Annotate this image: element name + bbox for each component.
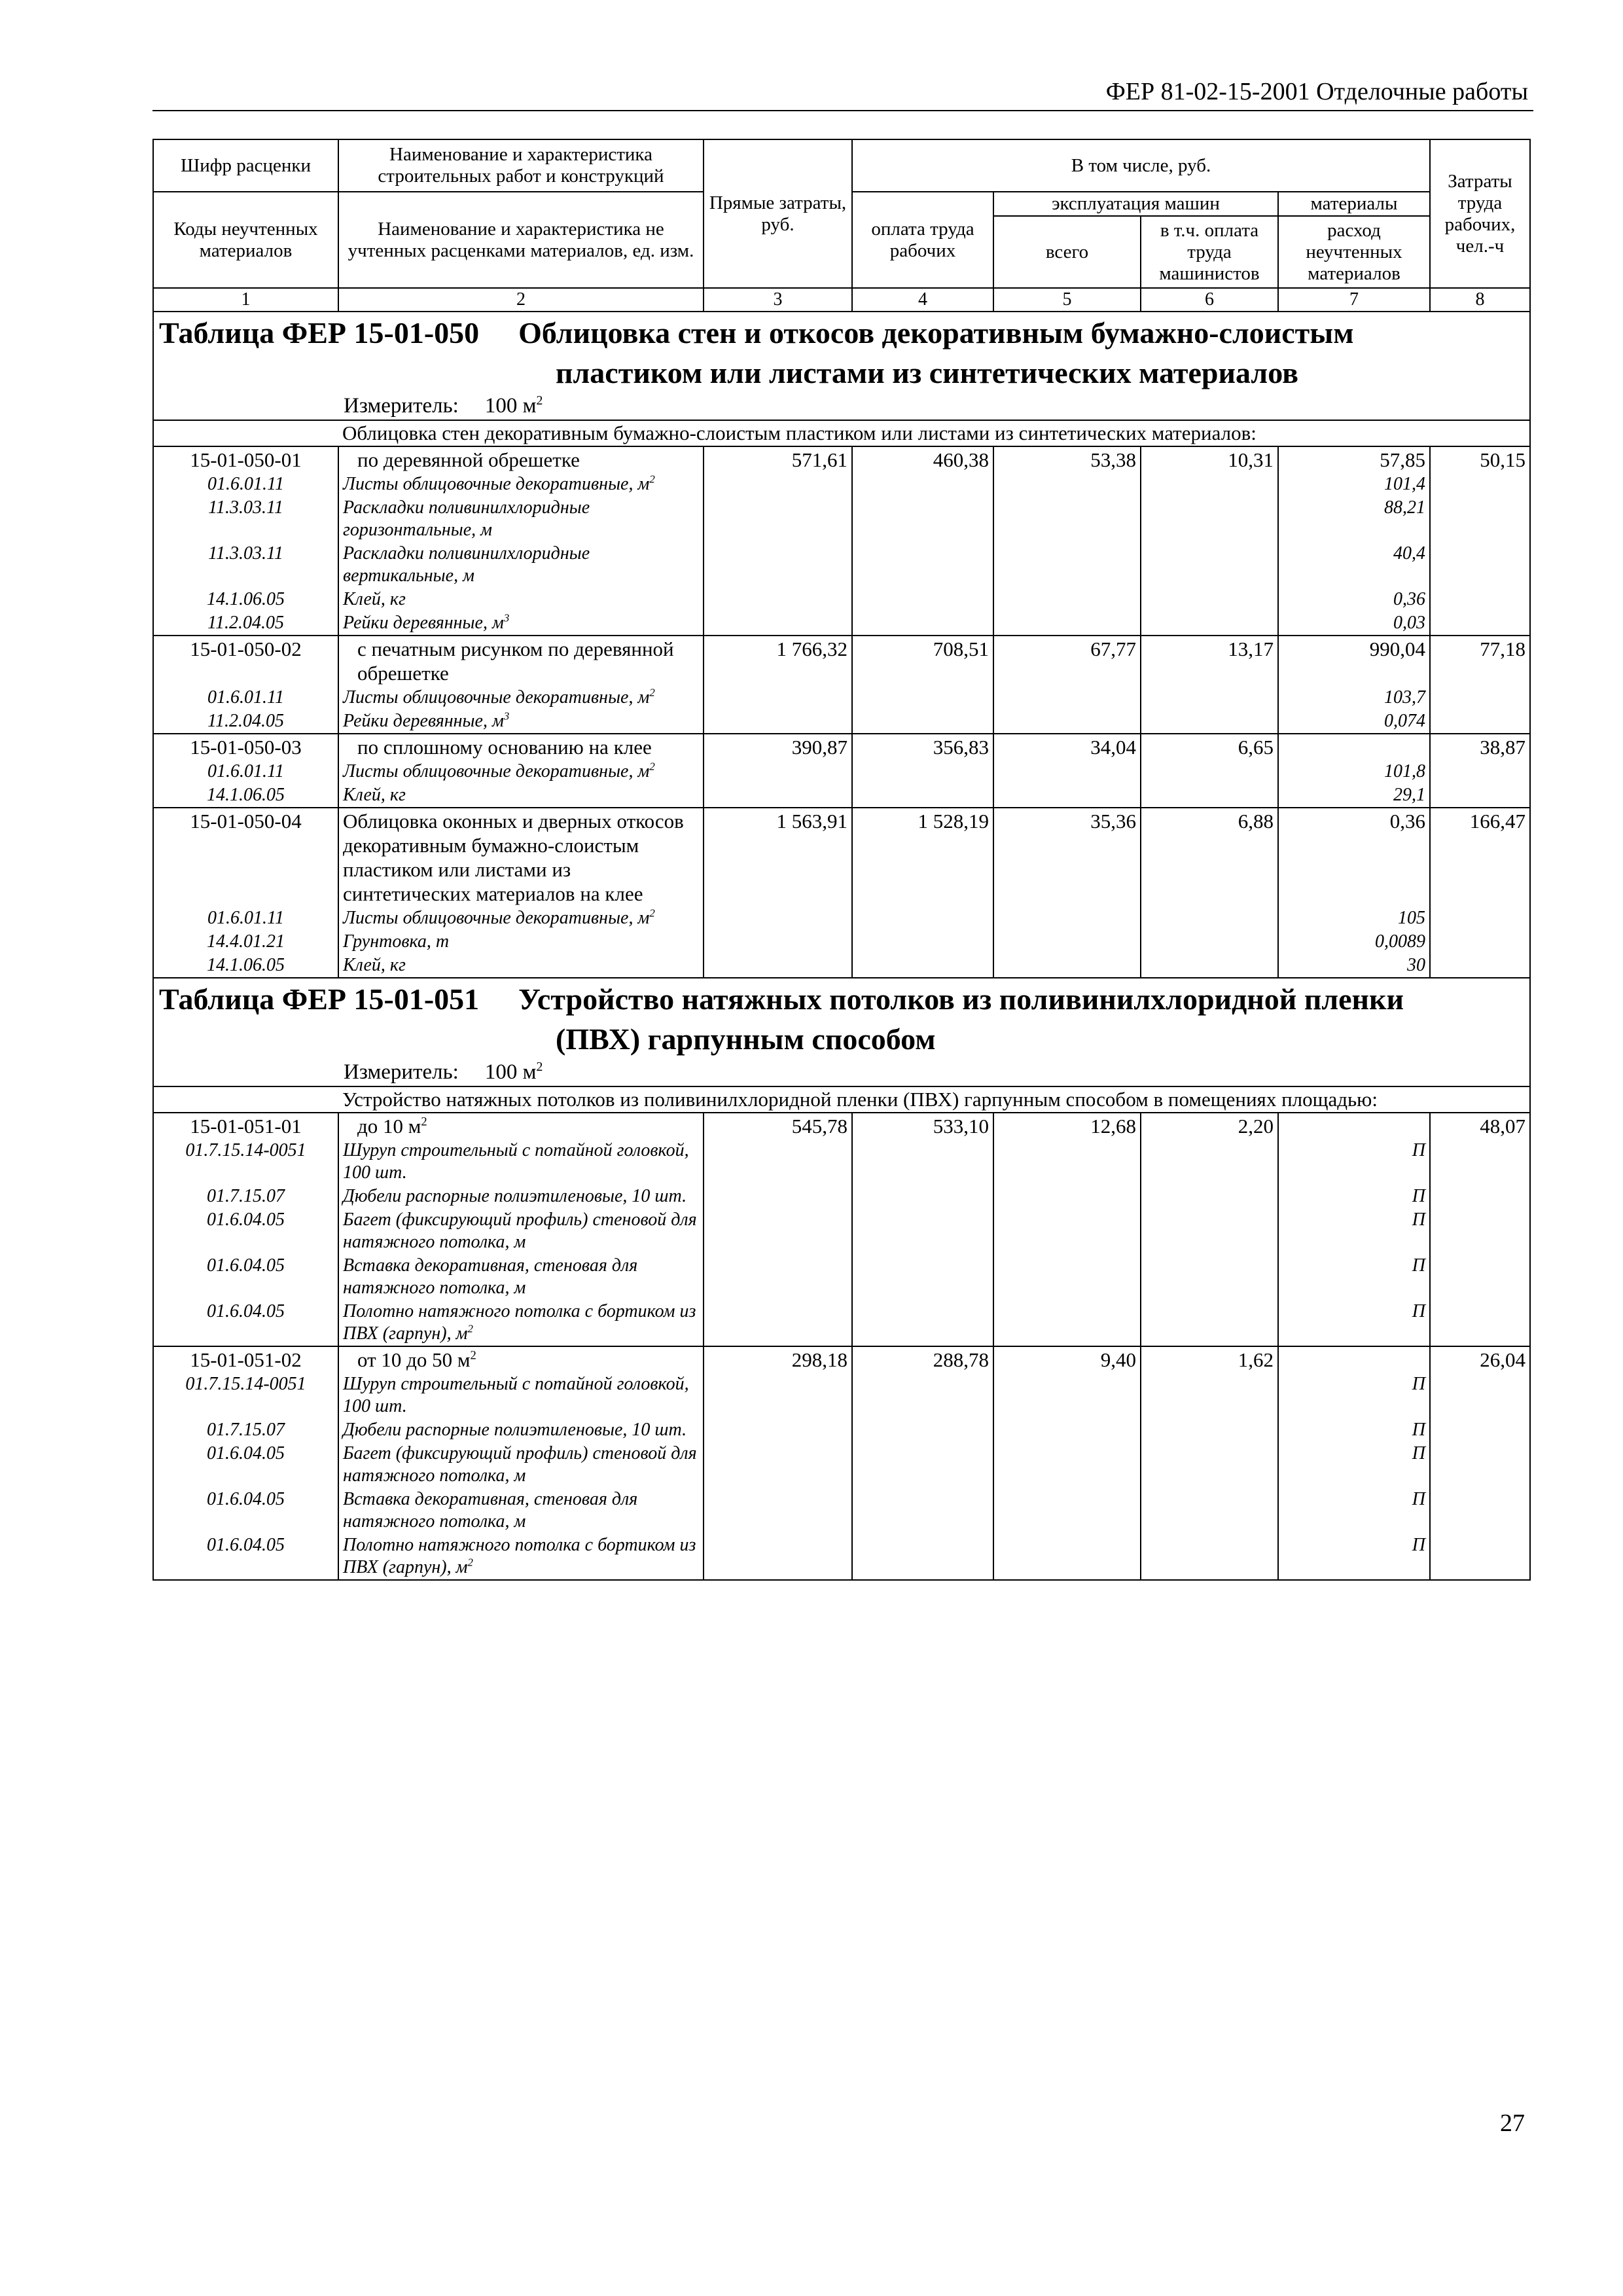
machinist-pay: 6,65	[1141, 734, 1278, 760]
work-name: по деревянной обрешетке	[338, 446, 704, 473]
material-qty: 0,03	[1278, 611, 1430, 636]
material-name: Багет (фиксирующий профиль) стеновой для натяжного потолка, м	[338, 1442, 704, 1488]
direct-costs: 1 766,32	[704, 636, 852, 686]
material-name: Багет (фиксирующий профиль) стеновой для натяжного потолка, м	[338, 1208, 704, 1254]
machines-total: 67,77	[993, 636, 1141, 686]
page-header	[152, 73, 1533, 111]
machines-total: 53,38	[993, 446, 1141, 473]
rate-code: 15-01-050-01	[153, 446, 338, 473]
material-name: Листы облицовочные декоративные, $м^2$	[338, 473, 704, 496]
material-code: 01.7.15.07	[153, 1418, 338, 1442]
work-name: с печатным рисунком по деревянной обрешетке	[338, 636, 704, 686]
material-qty: 0,074	[1278, 709, 1430, 734]
material-qty: П	[1278, 1208, 1430, 1254]
material-name: Рейки деревянные, $м^3$	[338, 611, 704, 636]
materials-cost: 0,36	[1278, 808, 1430, 906]
material-qty: 103,7	[1278, 686, 1430, 709]
materials-cost	[1278, 734, 1430, 760]
material-name: Клей, кг	[338, 783, 704, 808]
material-code: 11.3.03.11	[153, 542, 338, 588]
labor-hours: 26,04	[1430, 1346, 1530, 1372]
table-title-051	[153, 978, 1530, 1020]
material-name: Дюбели распорные полиэтиленовые, 10 шт.	[338, 1418, 704, 1442]
column-number-row	[153, 288, 1530, 312]
column-number: 2	[338, 288, 704, 312]
rate-code: 15-01-050-03	[153, 734, 338, 760]
material-qty: 101,8	[1278, 760, 1430, 783]
work-name: до 10 $м^2$	[338, 1113, 704, 1139]
labor-pay: 356,83	[852, 734, 993, 760]
material-name: Клей, кг	[338, 954, 704, 978]
header-incl: В том числе, руб.	[852, 139, 1430, 192]
direct-costs: 390,87	[704, 734, 852, 760]
table-title-line: Устройство натяжных потолков из поливинилхлоридной пленки	[518, 982, 1404, 1016]
header-c1-top: Шифр расценки	[153, 139, 338, 192]
labor-pay: 288,78	[852, 1346, 993, 1372]
material-qty: 29,1	[1278, 783, 1430, 808]
material-qty: П	[1278, 1300, 1430, 1346]
machinist-pay: 6,88	[1141, 808, 1278, 906]
header-c8: Затраты труда рабочих, чел.-ч	[1430, 139, 1530, 288]
header-c6: в т.ч. оплата труда машинистов	[1141, 216, 1278, 288]
material-name: Листы облицовочные декоративные, $м^2$	[338, 760, 704, 783]
table-title-line: (ПВХ) гарпунным способом	[153, 1020, 1530, 1058]
page-number: 27	[1500, 2109, 1525, 2137]
table-title-line: Облицовка стен и откосов декоративным бумажно-слоистым	[518, 316, 1354, 350]
material-code: 01.6.04.05	[153, 1300, 338, 1346]
column-number: 5	[993, 288, 1141, 312]
measure-unit: Измеритель: 100 $м^2$	[153, 1058, 1530, 1086]
price-table	[152, 139, 1531, 1581]
table-number: Таблица ФЕР 15-01-050	[159, 316, 480, 350]
material-name: Шуруп строительный с потайной головкой, 100 шт.	[338, 1139, 704, 1185]
material-qty: П	[1278, 1418, 1430, 1442]
direct-costs: 1 563,91	[704, 808, 852, 906]
column-number: 4	[852, 288, 993, 312]
material-code: 14.1.06.05	[153, 954, 338, 978]
table-number: Таблица ФЕР 15-01-051	[159, 982, 480, 1016]
materials-cost	[1278, 1113, 1430, 1139]
header-c1-bottom: Коды неучтенных материалов	[153, 192, 338, 288]
material-qty: 30	[1278, 954, 1430, 978]
material-qty: 88,21	[1278, 496, 1430, 542]
material-qty: П	[1278, 1254, 1430, 1300]
measure-unit: Измеритель: 100 $м^2$	[153, 392, 1530, 420]
table-title-line: пластиком или листами из синтетических материалов	[153, 354, 1530, 392]
labor-pay: 460,38	[852, 446, 993, 473]
column-number: 8	[1430, 288, 1530, 312]
material-qty: П	[1278, 1442, 1430, 1488]
column-number: 6	[1141, 288, 1278, 312]
direct-costs: 298,18	[704, 1346, 852, 1372]
measure-value: 100 м	[484, 1060, 537, 1084]
material-code: 01.6.04.05	[153, 1534, 338, 1580]
material-name: Шуруп строительный с потайной головкой, 100 шт.	[338, 1372, 704, 1418]
labor-pay: 708,51	[852, 636, 993, 686]
measure-value: 100 м	[484, 394, 537, 418]
machines-total: 34,04	[993, 734, 1141, 760]
material-code: 01.6.01.11	[153, 906, 338, 930]
header-c7: расход неучтенных материалов	[1278, 216, 1430, 288]
labor-pay: 533,10	[852, 1113, 993, 1139]
machinist-pay: 1,62	[1141, 1346, 1278, 1372]
material-code: 01.7.15.14-0051	[153, 1139, 338, 1185]
work-name: по сплошному основанию на клее	[338, 734, 704, 760]
machines-total: 12,68	[993, 1113, 1141, 1139]
header-machines: эксплуатация машин	[993, 192, 1278, 216]
header-materials: материалы	[1278, 192, 1430, 216]
material-qty: 0,36	[1278, 588, 1430, 611]
material-code: 01.6.04.05	[153, 1488, 338, 1534]
material-name: Дюбели распорные полиэтиленовые, 10 шт.	[338, 1185, 704, 1208]
direct-costs: 545,78	[704, 1113, 852, 1139]
machinist-pay: 10,31	[1141, 446, 1278, 473]
material-code: 01.6.04.05	[153, 1442, 338, 1488]
header-c3: Прямые затраты, руб.	[704, 139, 852, 288]
material-code: 11.2.04.05	[153, 611, 338, 636]
column-number: 7	[1278, 288, 1430, 312]
material-code: 11.2.04.05	[153, 709, 338, 734]
material-code: 14.4.01.21	[153, 930, 338, 954]
labor-hours: 50,15	[1430, 446, 1530, 473]
materials-cost	[1278, 1346, 1430, 1372]
measure-label: Измеритель:	[344, 394, 459, 418]
table-title-050	[153, 312, 1530, 354]
labor-hours: 48,07	[1430, 1113, 1530, 1139]
rate-code: 15-01-051-02	[153, 1346, 338, 1372]
material-qty: П	[1278, 1534, 1430, 1580]
material-code: 01.7.15.07	[153, 1185, 338, 1208]
material-code: 01.6.04.05	[153, 1254, 338, 1300]
materials-cost: 990,04	[1278, 636, 1430, 686]
labor-hours: 166,47	[1430, 808, 1530, 906]
column-number: 1	[153, 288, 338, 312]
material-qty: 101,4	[1278, 473, 1430, 496]
material-qty: П	[1278, 1139, 1430, 1185]
material-code: 14.1.06.05	[153, 783, 338, 808]
labor-pay: 1 528,19	[852, 808, 993, 906]
header-c2-bottom: Наименование и характеристика не учтенных расценками материалов, ед. изм.	[338, 192, 704, 288]
material-name: Рейки деревянные, $м^3$	[338, 709, 704, 734]
machines-total: 9,40	[993, 1346, 1141, 1372]
material-name: Раскладки поливинилхлоридные вертикальные, м	[338, 542, 704, 588]
material-qty: 105	[1278, 906, 1430, 930]
measure-label: Измеритель:	[344, 1060, 459, 1084]
material-qty: П	[1278, 1185, 1430, 1208]
material-code: 01.6.01.11	[153, 686, 338, 709]
machinist-pay: 2,20	[1141, 1113, 1278, 1139]
direct-costs: 571,61	[704, 446, 852, 473]
work-name: от 10 до 50 $м^2$	[338, 1346, 704, 1372]
machinist-pay: 13,17	[1141, 636, 1278, 686]
material-name: Раскладки поливинилхлоридные горизонтальные, м	[338, 496, 704, 542]
labor-hours: 38,87	[1430, 734, 1530, 760]
material-qty: 0,0089	[1278, 930, 1430, 954]
work-name: Облицовка оконных и дверных откосов декоративным бумажно-слоистым пластиком или листами из синтетических материалов на клее	[338, 808, 704, 906]
material-code: 01.7.15.14-0051	[153, 1372, 338, 1418]
material-name: Клей, кг	[338, 588, 704, 611]
material-code: 11.3.03.11	[153, 496, 338, 542]
materials-cost: 57,85	[1278, 446, 1430, 473]
material-qty: П	[1278, 1488, 1430, 1534]
material-name: Полотно натяжного потолка с бортиком из ПВХ (гарпун), $м^2$	[338, 1300, 704, 1346]
material-name: Грунтовка, т	[338, 930, 704, 954]
machines-total: 35,36	[993, 808, 1141, 906]
material-code: 01.6.01.11	[153, 473, 338, 496]
section-name: Устройство натяжных потолков из поливинилхлоридной пленки (ПВХ) гарпунным способом в помещениях площадью:	[338, 1086, 1530, 1113]
rate-code: 15-01-050-04	[153, 808, 338, 906]
section-name: Облицовка стен декоративным бумажно-слоистым пластиком или листами из синтетических материалов:	[338, 420, 1530, 446]
material-code: 01.6.04.05	[153, 1208, 338, 1254]
material-code: 01.6.01.11	[153, 760, 338, 783]
material-name: Листы облицовочные декоративные, $м^2$	[338, 686, 704, 709]
rate-code: 15-01-051-01	[153, 1113, 338, 1139]
material-qty: П	[1278, 1372, 1430, 1418]
column-number: 3	[704, 288, 852, 312]
material-name: Полотно натяжного потолка с бортиком из ПВХ (гарпун), $м^2$	[338, 1534, 704, 1580]
material-code: 14.1.06.05	[153, 588, 338, 611]
material-qty: 40,4	[1278, 542, 1430, 588]
labor-hours: 77,18	[1430, 636, 1530, 686]
header-c2-top: Наименование и характеристика строительных работ и конструкций	[338, 139, 704, 192]
material-name: Вставка декоративная, стеновая для натяжного потолка, м	[338, 1488, 704, 1534]
header-c4: оплата труда рабочих	[852, 192, 993, 288]
rate-code: 15-01-050-02	[153, 636, 338, 686]
header-c5: всего	[993, 216, 1141, 288]
material-name: Вставка декоративная, стеновая для натяжного потолка, м	[338, 1254, 704, 1300]
document-title: ФЕР 81-02-15-2001 Отделочные работы	[1105, 78, 1528, 105]
material-name: Листы облицовочные декоративные, $м^2$	[338, 906, 704, 930]
